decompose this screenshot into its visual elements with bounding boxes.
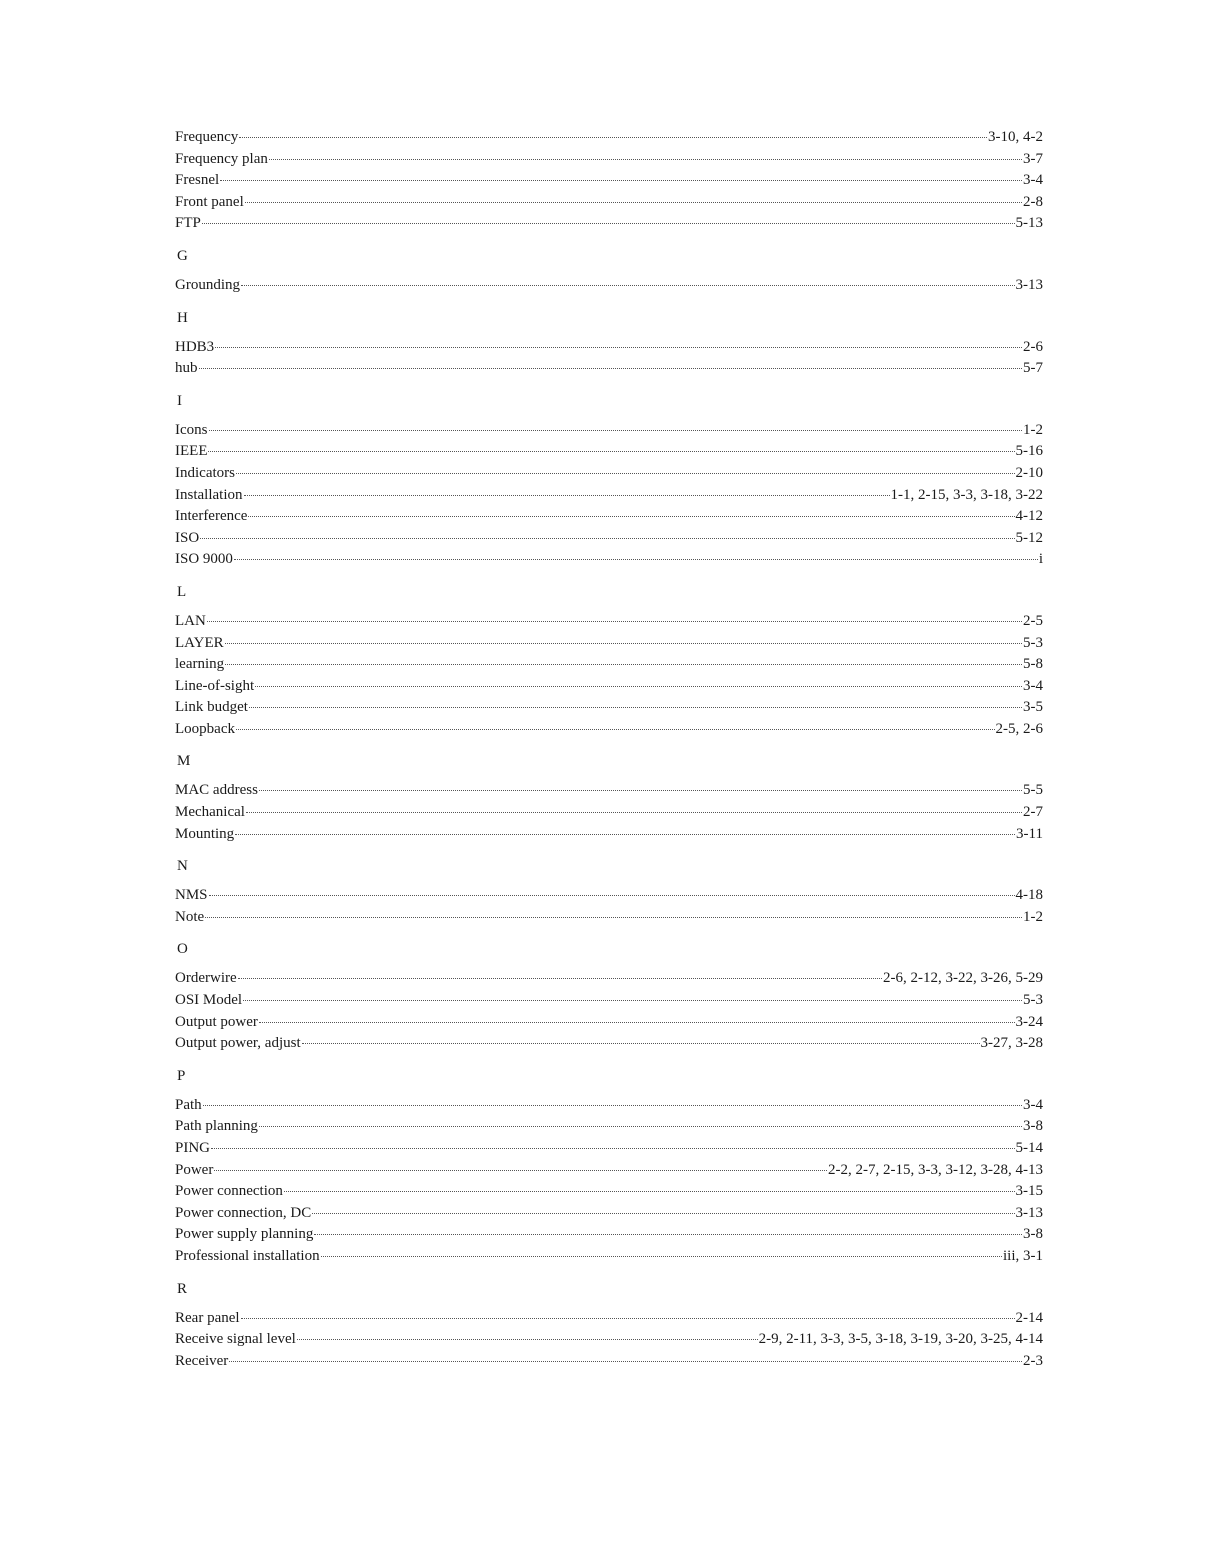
section-letter: H [177, 309, 188, 326]
page-numbers: 5-16 [1015, 443, 1043, 460]
page-numbers: 3-5 [1023, 699, 1043, 716]
dot-leader [203, 1105, 1022, 1106]
index-entry [175, 1224, 1043, 1246]
index-term: Frequency plan [175, 150, 268, 167]
page-numbers: 4-12 [1015, 508, 1043, 525]
page-numbers: 2-14 [1015, 1309, 1043, 1326]
index-term: NMS [175, 887, 208, 904]
page-numbers: 5-14 [1015, 1140, 1043, 1156]
section-letter: G [177, 247, 188, 264]
dot-leader [214, 1170, 827, 1171]
page-numbers: 3-8 [1023, 1226, 1043, 1243]
dot-leader [225, 643, 1022, 644]
index-term: Power supply planning [175, 1226, 314, 1243]
page-numbers: 5-3 [1023, 634, 1043, 651]
index-term: Receiver [175, 1352, 229, 1369]
section-letter: O [177, 941, 188, 958]
index-term: Interference [175, 508, 248, 525]
page-numbers: 3-10, 4-2 [988, 129, 1043, 145]
index-entry [175, 485, 1043, 507]
index-term: OSI Model [175, 992, 243, 1009]
index-entry [175, 149, 1043, 171]
index-entry [175, 1160, 1043, 1182]
index-entry [175, 611, 1043, 633]
page-numbers: 3-7 [1023, 150, 1043, 167]
index-term: Grounding [175, 276, 240, 293]
index-entry [175, 528, 1043, 550]
index-entry [175, 824, 1043, 846]
page-numbers: 5-13 [1015, 215, 1043, 232]
index-term: Front panel [175, 193, 244, 210]
page-numbers: 3-13 [1015, 1204, 1043, 1221]
section-letter: M [177, 753, 191, 770]
page-numbers: 2-5, 2-6 [995, 720, 1043, 737]
index-entry [175, 1138, 1043, 1160]
dot-leader [269, 159, 1022, 160]
index-term: LAN [175, 612, 206, 629]
index-term: FTP [175, 215, 201, 232]
page-numbers: 2-3 [1023, 1352, 1043, 1369]
index-term: Rear panel [175, 1309, 240, 1326]
index-entry [175, 885, 1043, 907]
dot-leader [259, 790, 1022, 791]
dot-leader [302, 1043, 980, 1044]
index-entry [175, 420, 1043, 442]
index-entry [175, 802, 1043, 824]
index-entry [175, 1246, 1043, 1268]
section-letter: L [177, 583, 187, 600]
index-term: Orderwire [175, 970, 237, 987]
dot-leader [225, 664, 1022, 665]
index-entry [175, 1351, 1043, 1373]
index-term: Output power, adjust [175, 1035, 301, 1052]
index-entry [175, 633, 1043, 655]
dot-leader [199, 368, 1023, 369]
index-entry [175, 990, 1043, 1012]
index-entry [175, 780, 1043, 802]
index-term: Power connection, DC [175, 1204, 312, 1221]
dot-leader [241, 285, 1015, 286]
page-numbers: 4-18 [1015, 887, 1043, 904]
index-entry [175, 170, 1043, 192]
page-numbers: 2-6, 2-12, 3-22, 3-26, 5-29 [883, 970, 1043, 987]
page-numbers: i [1038, 551, 1043, 568]
index-entry [175, 127, 1043, 149]
page-numbers: 5-5 [1023, 782, 1043, 799]
page-numbers: 2-5 [1023, 612, 1043, 629]
dot-leader [321, 1256, 1002, 1257]
index-entry [175, 337, 1043, 359]
dot-leader [312, 1213, 1014, 1214]
index-entry [175, 1116, 1043, 1138]
index-term: HDB3 [175, 338, 215, 355]
index-term: Frequency [175, 129, 239, 145]
page-numbers: 2-10 [1015, 464, 1043, 481]
section-letter: R [177, 1280, 188, 1297]
page-numbers: 2-9, 2-11, 3-3, 3-5, 3-18, 3-19, 3-20, 3-25, 4-14 [758, 1331, 1043, 1348]
index-term: Installation [175, 486, 243, 503]
dot-leader [244, 495, 890, 496]
index-entry [175, 549, 1043, 571]
index-entry [175, 1033, 1043, 1055]
page-numbers: 3-4 [1023, 677, 1043, 694]
page-numbers: 3-4 [1023, 1096, 1043, 1113]
index-term: learning [175, 656, 225, 673]
index-term: Line-of-sight [175, 677, 255, 694]
index-entry [175, 1181, 1043, 1203]
dot-leader [205, 917, 1022, 918]
index-term: Power [175, 1161, 214, 1178]
page-numbers: 2-8 [1023, 193, 1043, 210]
index-entry [175, 192, 1043, 214]
dot-leader [215, 347, 1022, 348]
dot-leader [200, 538, 1014, 539]
page-numbers: 5-8 [1023, 656, 1043, 673]
page-numbers: 3-4 [1023, 172, 1043, 189]
index-entry [175, 654, 1043, 676]
dot-leader [220, 180, 1022, 181]
page-numbers: 3-27, 3-28 [980, 1035, 1043, 1052]
dot-leader [259, 1126, 1022, 1127]
dot-leader [208, 451, 1014, 452]
index-entry [175, 968, 1043, 990]
index-term: PING [175, 1140, 211, 1156]
index-term: Link budget [175, 699, 248, 716]
dot-leader [207, 621, 1022, 622]
dot-leader [211, 1148, 1014, 1149]
page-numbers: 1-1, 2-15, 3-3, 3-18, 3-22 [890, 486, 1043, 503]
index-entry [175, 358, 1043, 380]
dot-leader [241, 1318, 1015, 1319]
index-term: Receive signal level [175, 1331, 296, 1348]
index-term: ISO [175, 529, 200, 546]
dot-leader [236, 729, 995, 730]
page-numbers: 3-24 [1015, 1013, 1043, 1030]
index-term: Fresnel [175, 172, 220, 189]
index-entry [175, 1095, 1043, 1117]
index-term: Icons [175, 421, 208, 438]
index-term: Path [175, 1096, 202, 1113]
index-entry [175, 506, 1043, 528]
index-entry [175, 719, 1043, 741]
dot-leader [297, 1339, 758, 1340]
dot-leader [209, 895, 1015, 896]
page-numbers: 2-2, 2-7, 2-15, 3-3, 3-12, 3-28, 4-13 [828, 1161, 1043, 1178]
index-entry [175, 907, 1043, 929]
dot-leader [235, 834, 1015, 835]
index-term: Mechanical [175, 804, 245, 821]
dot-leader [236, 473, 1015, 474]
page-numbers: 3-15 [1015, 1183, 1043, 1200]
index-entry [175, 275, 1043, 297]
page-numbers: 1-2 [1023, 421, 1043, 438]
index-entry [175, 213, 1043, 235]
page-numbers: 5-7 [1023, 360, 1043, 377]
dot-leader [259, 1022, 1015, 1023]
dot-leader [249, 707, 1022, 708]
index-term: Loopback [175, 720, 235, 737]
index-term: IEEE [175, 443, 208, 460]
index-entry [175, 441, 1043, 463]
page-numbers: 5-12 [1015, 529, 1043, 546]
index-term: MAC address [175, 782, 258, 799]
index-term: hub [175, 360, 198, 377]
page-numbers: iii, 3-1 [1003, 1247, 1043, 1264]
index-entry [175, 1329, 1043, 1351]
index-entry [175, 676, 1043, 698]
section-letter: P [177, 1067, 186, 1084]
dot-leader [229, 1361, 1022, 1362]
dot-leader [202, 223, 1015, 224]
index-term: Output power [175, 1013, 258, 1030]
dot-leader [314, 1234, 1022, 1235]
page-numbers: 2-7 [1023, 804, 1043, 821]
page-numbers: 3-11 [1016, 825, 1043, 842]
index-entry [175, 1203, 1043, 1225]
dot-leader [243, 1000, 1022, 1001]
dot-leader [239, 137, 987, 138]
page-numbers: 5-3 [1023, 992, 1043, 1009]
dot-leader [248, 516, 1014, 517]
index-entry [175, 1012, 1043, 1034]
index-term: Note [175, 908, 205, 925]
index-page [175, 127, 1043, 1372]
dot-leader [238, 978, 882, 979]
index-term: Path planning [175, 1118, 258, 1135]
dot-leader [209, 430, 1023, 431]
section-letter: I [177, 392, 182, 409]
section-letter: N [177, 858, 188, 875]
index-entry [175, 697, 1043, 719]
index-term: Power connection [175, 1183, 283, 1200]
dot-leader [245, 202, 1022, 203]
dot-leader [255, 686, 1022, 687]
index-term: Indicators [175, 464, 235, 481]
page-numbers: 3-8 [1023, 1118, 1043, 1135]
page-numbers: 2-6 [1023, 338, 1043, 355]
index-term: Professional installation [175, 1247, 320, 1264]
page-numbers: 1-2 [1023, 908, 1043, 925]
page-numbers: 3-13 [1015, 276, 1043, 293]
index-term: LAYER [175, 634, 224, 651]
index-entry [175, 463, 1043, 485]
dot-leader [246, 812, 1022, 813]
index-entry [175, 1308, 1043, 1330]
dot-leader [284, 1191, 1015, 1192]
index-term: ISO 9000 [175, 551, 233, 568]
index-term: Mounting [175, 825, 235, 842]
dot-leader [234, 559, 1038, 560]
